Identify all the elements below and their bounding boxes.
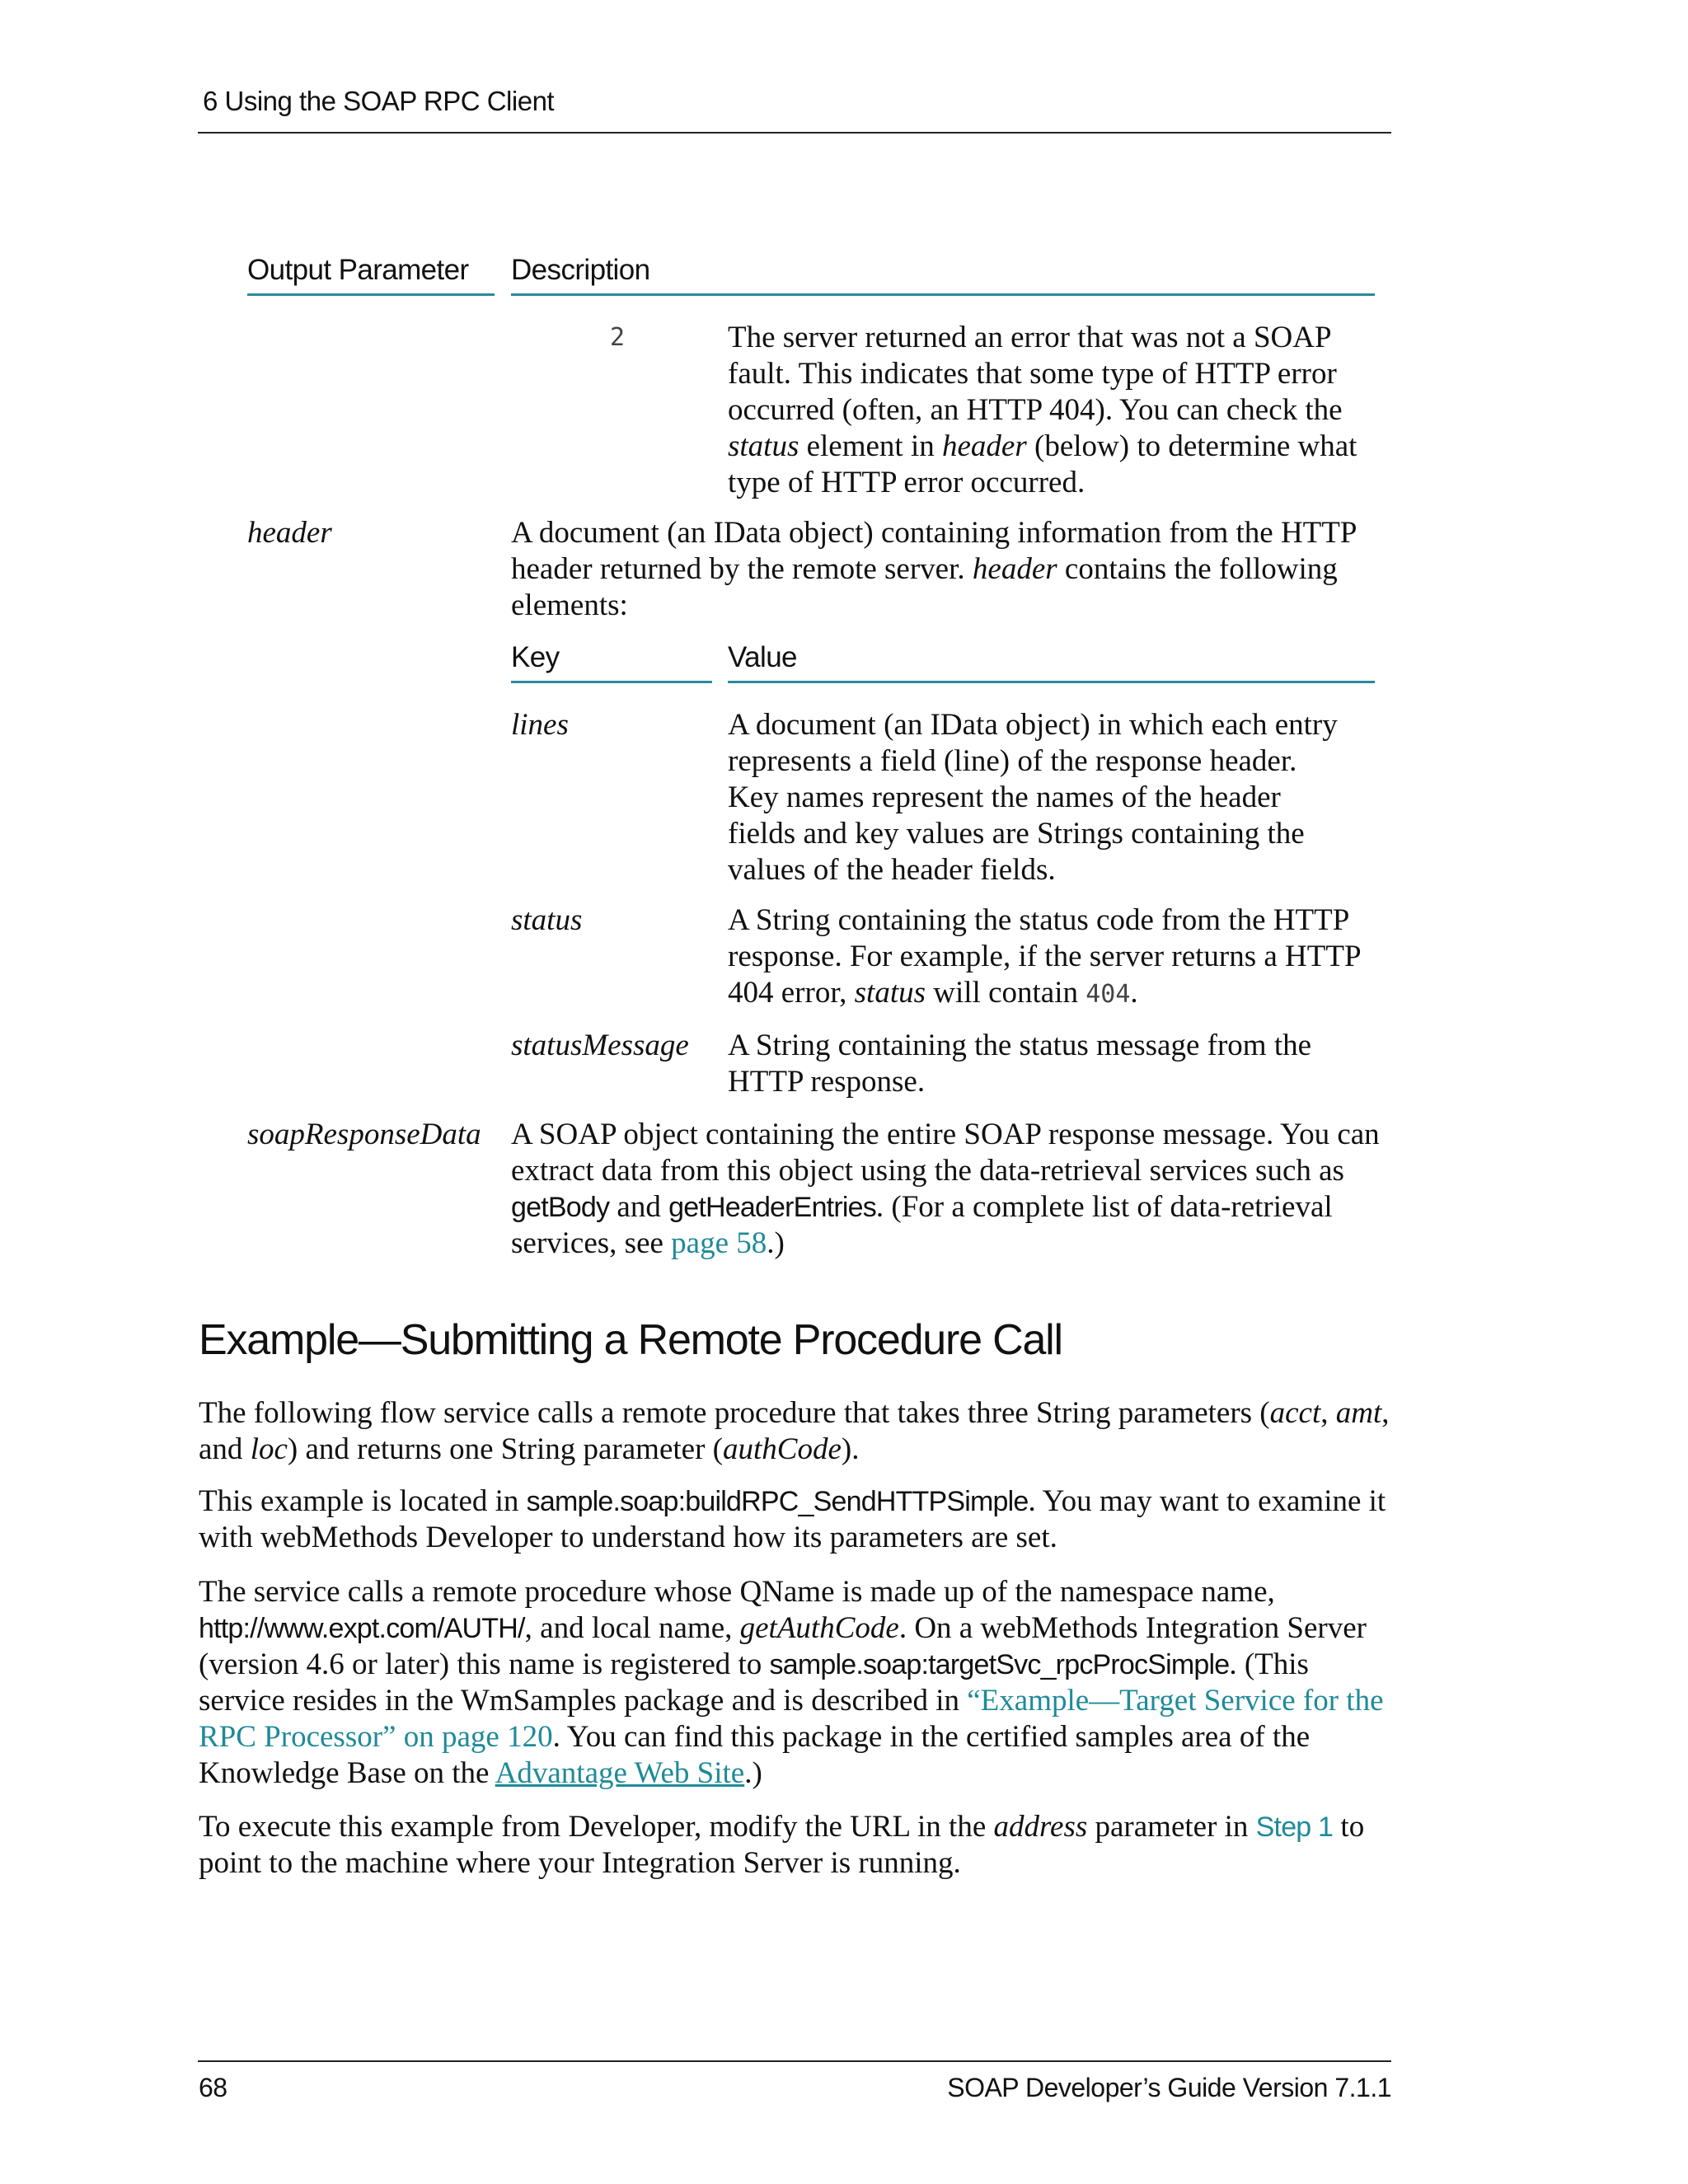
col-heading-output-parameter: Output Parameter [247, 254, 469, 286]
page-number: 68 [199, 2073, 227, 2102]
page-58-link[interactable]: page 58 [671, 1226, 767, 1260]
key-lines: lines [511, 708, 569, 742]
subtable-heading-key: Key [511, 641, 560, 673]
col2-heading-rule [511, 293, 1375, 296]
paragraph-execute: To execute this example from Developer, modify the URL in the address parameter in Step 1 to point to the machine where your Integration Server is running. [199, 1810, 1365, 1880]
param-name-header: header [247, 516, 332, 550]
param-name-soap-response-data: soapResponseData [247, 1118, 481, 1151]
param-description-header: A document (an IData object) containing information from the HTTP header returned by the remote server. header contains the following elements: [511, 516, 1357, 622]
header-rule [198, 132, 1391, 134]
example-target-service-link[interactable]: “Example—Target Service for the RPC Processor” on page 120 [199, 1684, 1384, 1754]
section-heading: Example—Submitting a Remote Procedure Call [199, 1316, 1062, 1364]
subtable-heading-value: Value [728, 641, 797, 673]
key-heading-rule [511, 681, 712, 683]
param-description-soap-response-data: A SOAP object containing the entire SOAP response message. You can extract data from this object using the data-retrieval services such as getBody and getHeaderEntries. (For a complete list of data-retrieval services, see page 58.) [511, 1118, 1380, 1260]
key-status-description: A String containing the status code from the HTTP response. For example, if the server returns a HTTP 404 error, status will contain 404. [728, 903, 1361, 1010]
paragraph-location: This example is located in sample.soap:buildRPC_SendHTTPSimple. You may want to examine it with webMethods Developer to understand how its parameters are set. [199, 1484, 1386, 1554]
running-header: 6 Using the SOAP RPC Client [203, 86, 555, 116]
step-1-link[interactable]: Step 1 [1255, 1811, 1334, 1843]
footer-rule [198, 2060, 1391, 2062]
key-status: status [511, 903, 583, 937]
paragraph-intro: The following flow service calls a remote procedure that takes three String parameters (acct, amt, and loc) and returns one String parameter (authCode). [199, 1396, 1390, 1466]
advantage-web-site-link[interactable]: Advantage Web Site [495, 1756, 745, 1790]
key-status-message: statusMessage [511, 1029, 689, 1062]
code-value: 2 [610, 323, 626, 352]
key-lines-description: A document (an IData object) in which each entry represents a field (line) of the response header. Key names represent the names of the header fields and key values are Strings containing the values of the header fields. [728, 708, 1338, 887]
code-2-description: The server returned an error that was not a SOAP fault. This indicates that some type of HTTP error occurred (often, an HTTP 404). You can check the status element in header (below) to determine what type of HTTP error occurred. [728, 321, 1357, 499]
footer-guide-title: SOAP Developer’s Guide Version 7.1.1 [947, 2073, 1391, 2102]
value-heading-rule [728, 681, 1375, 683]
key-status-message-description: A String containing the status message from the HTTP response. [728, 1029, 1312, 1099]
paragraph-qname: The service calls a remote procedure whose QName is made up of the namespace name, http://www.expt.com/AUTH/, and local name, getAuthCode. On a webMethods Integration Server (version 4.6 or later) this name is registered to sample.soap:targetSvc_rpcProcSimple. (This service resides in the WmSamples package and is described in “Example—Target Service for the RPC Processor” on page 120. You can find this package in the certified samples area of the Knowledge Base on the Advantage Web Site.) [199, 1575, 1384, 1790]
col-heading-description: Description [511, 254, 650, 286]
col1-heading-rule [247, 293, 495, 296]
